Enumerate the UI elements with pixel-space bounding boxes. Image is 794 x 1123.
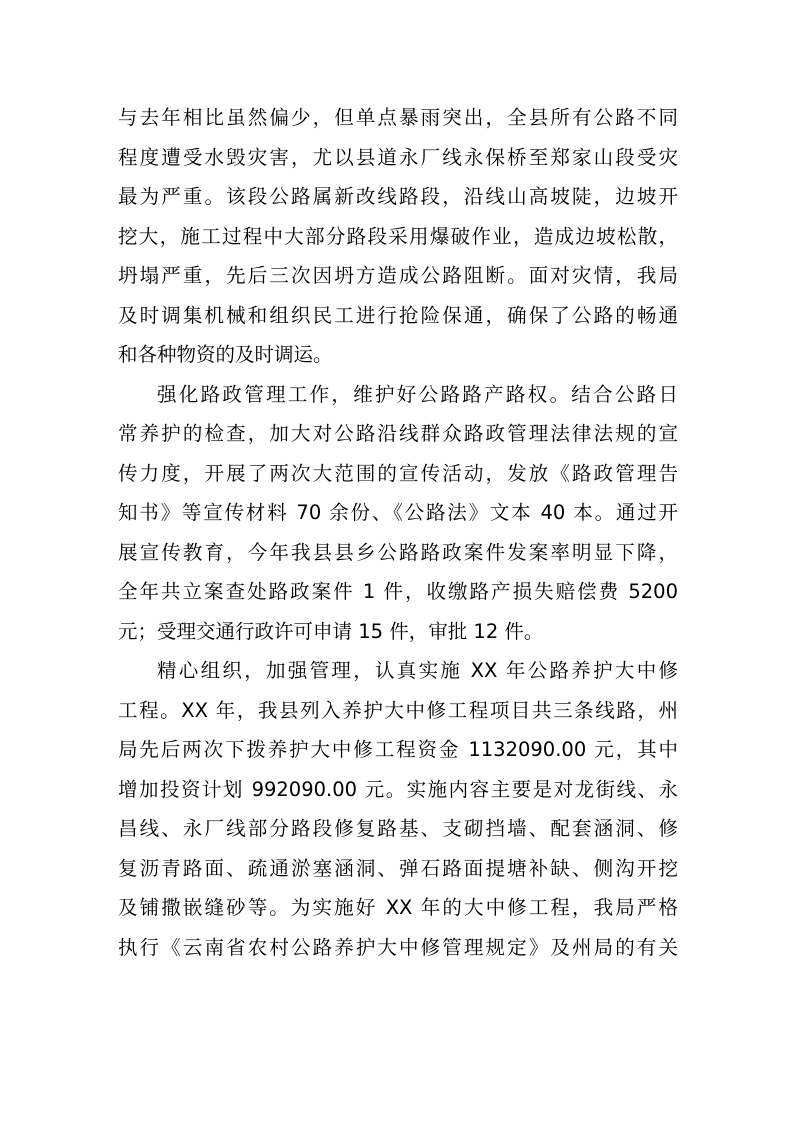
paragraph-3-line-8: 执行《云南省农村公路养护大中修管理规定》及州局的有关	[118, 935, 678, 959]
paragraph-1-line-7: 和各种物资的及时调运。	[118, 343, 333, 366]
paragraph-1-line-5: 坍塌严重，先后三次因坍方造成公路阻断。面对灾情，我局	[118, 264, 678, 287]
paragraph-2-line-7: 元；受理交通行政许可申请 15 件，审批 12 件。	[118, 619, 544, 643]
paragraph-3-line-6: 复沥青路面、疏通淤塞涵洞、弹石路面提塘补缺、侧沟开挖	[118, 856, 678, 880]
paragraph-3-line-3: 局先后两次下拨养护大中修工程资金 1132090.00 元，其中	[118, 738, 678, 761]
paragraph-3-line-1: 精心组织，加强管理，认真实施 XX 年公路养护大中修	[157, 659, 678, 682]
paragraph-2-line-6: 全年共立案查处路政案件 1 件，收缴路产损失赔偿费 5200	[118, 580, 678, 603]
paragraph-1-line-1: 与去年相比虽然偏少，但单点暴雨突出，全县所有公路不同	[118, 106, 678, 129]
paragraph-1-line-6: 及时调集机械和组织民工进行抢险保通，确保了公路的畅通	[118, 303, 678, 327]
paragraph-1-line-2: 程度遭受水毁灾害，尤以县道永厂线永保桥至郑家山段受灾	[118, 145, 678, 169]
paragraph-3-line-2: 工程。XX 年，我县列入养护大中修工程项目共三条线路，州	[118, 698, 678, 722]
paragraph-3-line-7: 及铺撒嵌缝砂等。为实施好 XX 年的大中修工程，我局严格	[118, 896, 678, 919]
paragraph-2-line-1: 强化路政管理工作，维护好公路路产路权。结合公路日	[157, 382, 678, 406]
paragraph-3-line-4: 增加投资计划 992090.00 元。实施内容主要是对龙街线、永	[118, 777, 678, 801]
paragraph-2-line-4: 知书》等宣传材料 70 余份、《公路法》文本 40 本。通过开	[118, 501, 678, 524]
paragraph-1-line-3: 最为严重。该段公路属新改线路段，沿线山高坡陡，边坡开	[118, 185, 678, 208]
paragraph-2-line-5: 展宣传教育，今年我县县乡公路路政案件发案率明显下降，	[118, 540, 678, 564]
paragraph-3-line-5: 昌线、永厂线部分路段修复路基、支砌挡墙、配套涵洞、修	[118, 817, 678, 840]
paragraph-2-line-2: 常养护的检查，加大对公路沿线群众路政管理法律法规的宣	[118, 422, 678, 445]
paragraph-2-line-3: 传力度，开展了两次大范围的宣传活动，发放《路政管理告	[118, 461, 678, 485]
paragraph-1-line-4: 挖大，施工过程中大部分路段采用爆破作业，造成边坡松散，	[118, 224, 678, 248]
document-body	[118, 98, 678, 967]
